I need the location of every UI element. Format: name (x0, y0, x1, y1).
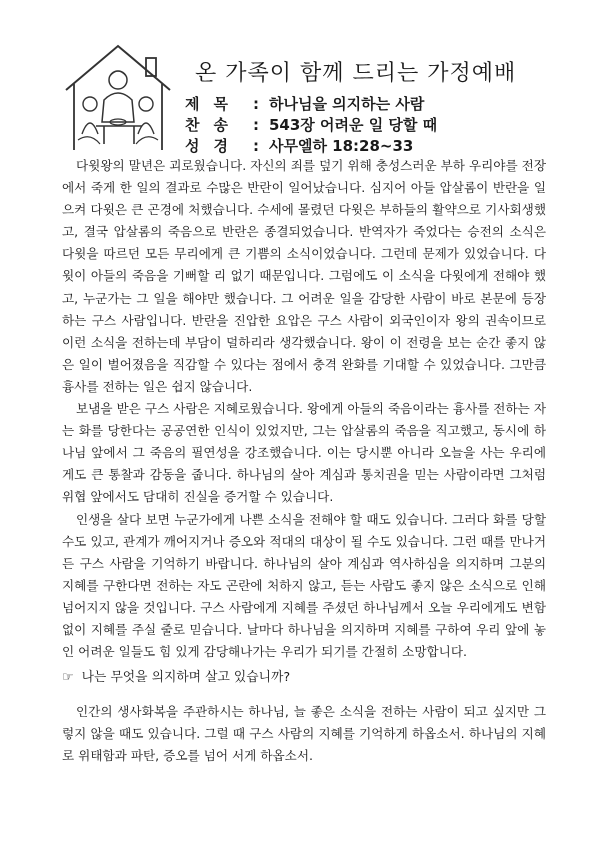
sermon-body (62, 155, 546, 768)
meta-row-hymn (185, 115, 437, 136)
meta-label: 성경 (185, 137, 242, 155)
meta-separator: : (253, 116, 259, 134)
paragraph: 인생을 살다 보면 누군가에게 나쁜 소식을 전해야 할 때도 있습니다. 그러다 화를 당할 수도 있고, 관계가 깨어지거나 증오와 적대의 대상이 될 수도 있습니다. 그런 때를 만나거든 구스 사람을 기억하기 바랍니다. 하나님의 살아 계심과 역사하심을 의지하며 그분의 지혜를 구한다면 전하는 자도 곤란에 처하지 않고, 듣는 사람도 좋지 않은 소식으로 인해 넘어지지 않을 것입니다. 구스 사람에게 지혜를 주셨던 하나님께서 오늘 우리에게도 변함없이 지혜를 주실 줄로 믿습니다. 날마다 하나님을 의지하며 지혜를 구하여 우리 앞에 놓인 어려운 일들도 힘 있게 감당해나가는 우리가 되기를 간절히 소망합니다. (62, 511, 546, 660)
reflection-question (62, 667, 546, 689)
meta-label: 제목 (185, 95, 242, 113)
question-text: 나는 무엇을 의지하며 살고 있습니까? (81, 670, 291, 686)
meta-label: 찬송 (185, 116, 242, 134)
paragraph: 보냄을 받은 구스 사람은 지혜로웠습니다. 왕에게 아들의 죽음이라는 흉사를 전하는 자는 화를 당한다는 공공연한 인식이 있었지만, 그는 압살롬의 죽음을 직고했고, 동시에 하나님 앞에서 그 죽음의 필연성을 강조했습니다. 이는 당시뿐 아니라 오늘을 사는 우리에게도 큰 통찰과 감동을 줍니다. 하나님의 살아 계심과 통치권을 믿는 사람이라면 그처럼 위협 앞에서도 담대히 진실을 증거할 수 있습니다. (62, 401, 546, 505)
meta-row-scripture (185, 136, 437, 157)
page-title: 온 가족이 함께 드리는 가정예배 (195, 61, 517, 86)
header (50, 40, 570, 155)
paragraph: 다윗왕의 말년은 괴로웠습니다. 자신의 죄를 덮기 위해 충성스러운 부하 우리야를 전장에서 죽게 한 일의 결과로 수많은 반란이 일어났습니다. 심지어 아들 압살롬이 반란을 일으켜 다윗은 큰 곤경에 처했습니다. 수세에 몰렸던 다윗은 부하들의 활약으로 기사회생했고, 결국 압살롬의 죽음으로 반란은 종결되었습니다. 반역자가 죽었다는 승전의 소식은 다윗을 따르던 모든 무리에게 큰 기쁨의 소식이었습니다. 그런데 문제가 있었습니다. 다윗이 아들의 죽음을 기뻐할 리 없기 때문입니다. 그럼에도 이 소식을 다윗에게 전해야 했고, 누군가는 그 일을 해야만 했습니다. 그 어려운 일을 감당한 사람이 바로 본문에 등장하는 구스 사람입니다. 반란을 진압한 요압은 구스 사람이 외국인이자 왕의 권속이므로 이런 소식을 전하는데 부담이 덜하리라 생각했습니다. 왕이 이 전령을 보는 순간 좋지 않은 일이 벌어졌음을 직감할 수 있다는 점에서 충격 완화를 기대할 수 있었습니다. 그만큼 흉사를 전하는 일은 쉽지 않습니다. (62, 158, 546, 394)
meta-separator: : (253, 95, 259, 113)
meta-separator: : (253, 137, 259, 155)
pointing-hand-icon: ☞ (62, 670, 74, 686)
meta-value: 543장 어려운 일 당할 때 (269, 116, 438, 134)
meta-value: 사무엘하 18:28~33 (269, 137, 414, 155)
prayer-paragraph: 인간의 생사화복을 주관하시는 하나님, 늘 좋은 소식을 전하는 사람이 되고 싶지만 그렇지 않을 때도 있습니다. 그럴 때 구스 사람의 지혜를 기억하게 하옵소서. 하나님의 지혜로 위태함과 파탄, 증오를 넘어 서게 하옵소서. (62, 704, 546, 764)
meta-row-title (185, 94, 437, 115)
meta-block (185, 94, 437, 157)
meta-value: 하나님을 의지하는 사람 (269, 95, 425, 113)
family-worship-illustration (60, 40, 200, 155)
